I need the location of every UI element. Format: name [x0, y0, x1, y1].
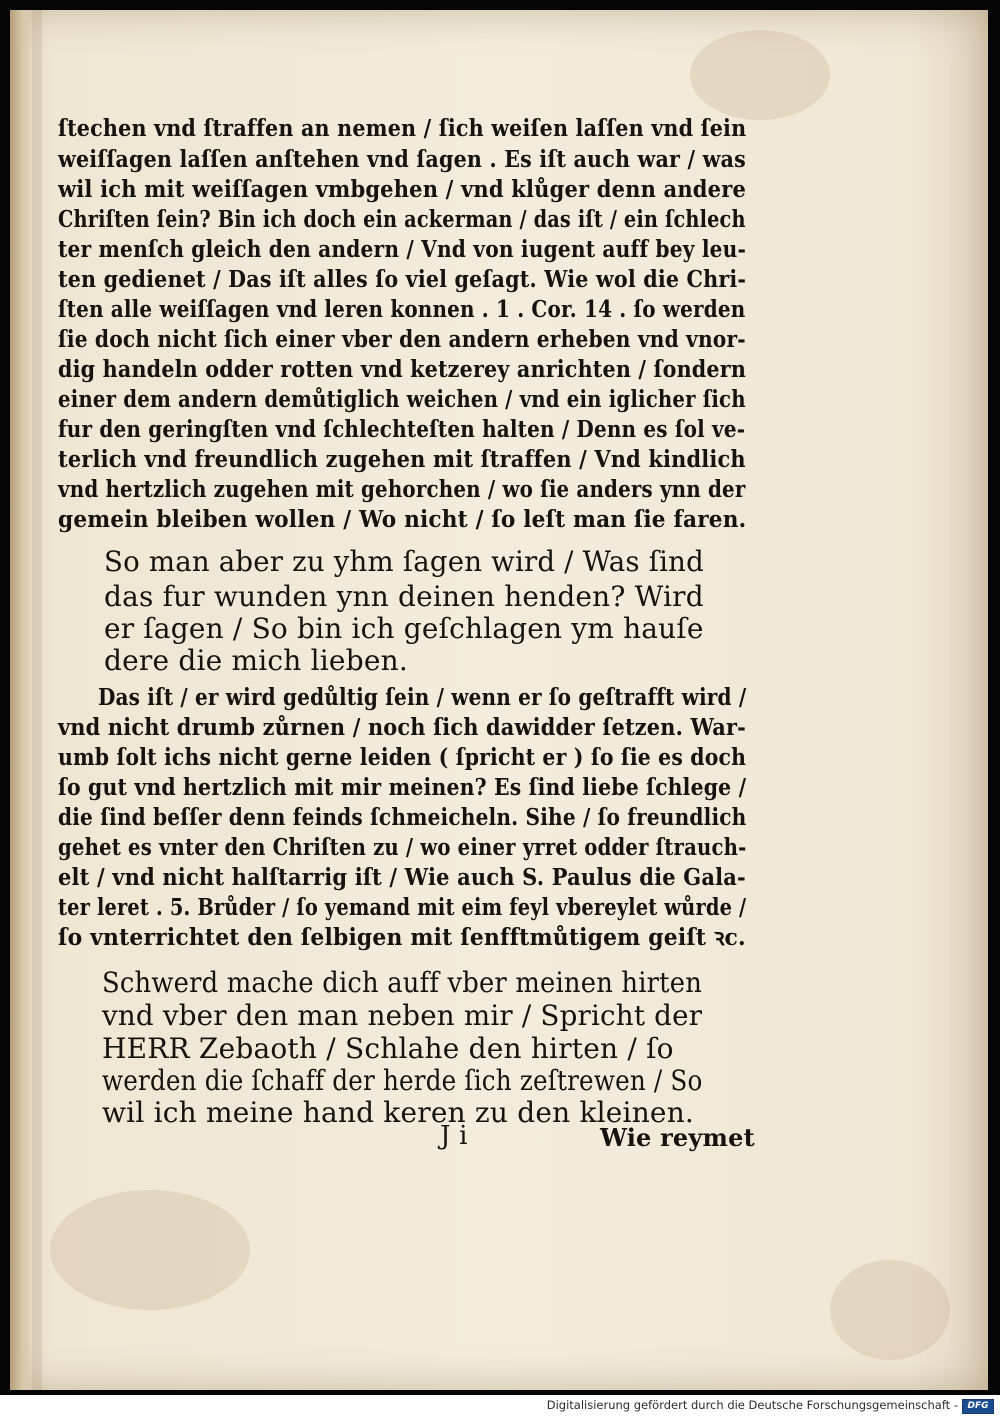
text-line: gehet es vnter den Chriſten zu / wo einer yrret odder ſtrauch-: [58, 833, 747, 861]
text-line: ten gedienet / Das iſt alles ſo viel geſagt. Wie wol die Chri-: [58, 265, 747, 293]
text-line: elt / vnd nicht halſtarrig iſt / Wie auch S. Paulus die Gala-: [58, 863, 746, 891]
dfg-logo: DFG: [962, 1399, 994, 1414]
text-line: umb ſolt ichs nicht gerne leiden ( ſpricht er ) ſo ſie es doch: [58, 743, 747, 771]
signature-mark: J i: [440, 1121, 468, 1151]
text-line: ſie doch nicht ſich einer vber den andern erheben vnd vnor-: [58, 325, 746, 353]
text-line: einer dem andern demůtiglich weichen / vnd ein iglicher ſich: [58, 385, 746, 413]
text-line: dig handeln odder rotten vnd ketzerey anrichten / ſondern: [58, 355, 747, 383]
text-line: ſtechen vnd ſtraffen an nemen / ſich weiſen laſſen vnd ſein: [58, 114, 747, 142]
paper-stain: [830, 1260, 950, 1360]
paper-stain: [690, 30, 830, 120]
text-line: vnd hertzlich zugehen mit gehorchen / wo ſie anders ynn der: [58, 475, 746, 503]
quote-line: wil ich meine hand keren zu den kleinen.: [102, 1096, 695, 1129]
text-line: weiſſagen laſſen anſtehen vnd ſagen . Es iſt auch war / was: [58, 145, 746, 173]
page-binding-edge: [10, 10, 32, 1390]
quote-line: das fur wunden ynn deinen henden? Wird: [104, 580, 704, 613]
book-page: [10, 10, 988, 1390]
quote-line: dere die mich lieben.: [104, 644, 408, 677]
paper-stain: [50, 1190, 250, 1310]
text-line: ter leret . 5. Brůder / ſo yemand mit eim feyl vbereylet wůrde /: [58, 893, 747, 921]
text-line: Das iſt / er wird gedůltig ſein / wenn er ſo geſtrafft wird /: [98, 683, 747, 711]
catchword: Wie reymet: [600, 1123, 755, 1152]
text-line: die ſind beſſer denn feinds ſchmeicheln. Sihe / ſo freundlich: [58, 803, 747, 831]
funding-notice: Digitalisierung gefördert durch die Deutsche Forschungsgemeinschaft -: [546, 1398, 958, 1412]
text-line: gemein bleiben wollen / Wo nicht / ſo leſt man ſie faren.: [58, 505, 747, 533]
text-line: ter menſch gleich den andern / Vnd von iugent auff bey leu-: [58, 235, 747, 263]
gutter-stain: [32, 10, 42, 1390]
text-line: ſo gut vnd hertzlich mit mir meinen? Es ſind liebe ſchlege /: [58, 773, 747, 801]
text-line: vnd nicht drumb zůrnen / noch ſich dawidder ſetzen. War-: [58, 713, 747, 741]
text-line: ſo vnterrichtet den ſelbigen mit ſenfftmůtigem geiſt ꝛc.: [58, 923, 746, 951]
quote-line: werden die ſchaff der herde ſich zeſtrewen / So: [102, 1064, 703, 1097]
quote-line: HERR Zebaoth / Schlahe den hirten / ſo: [102, 1032, 674, 1065]
text-line: fur den geringſten vnd ſchlechteſten halten / Denn es ſol ve-: [58, 415, 746, 443]
text-line: Chriſten ſein? Bin ich doch ein ackerman / das iſt / ein ſchlech: [58, 205, 746, 233]
text-line: ſten alle weiſſagen vnd leren konnen . 1 . Cor. 14 . ſo werden: [58, 295, 746, 323]
quote-line: er ſagen / So bin ich geſchlagen ym hauſe: [104, 612, 704, 645]
quote-line: vnd vber den man neben mir / Spricht der: [102, 999, 703, 1032]
text-line: terlich vnd freundlich zugehen mit ſtraffen / Vnd kindlich: [58, 445, 746, 473]
text-line: wil ich mit weiſſagen vmbgehen / vnd klůger denn andere: [58, 175, 747, 203]
quote-line: Schwerd mache dich auff vber meinen hirten: [102, 966, 703, 999]
quote-line: So man aber zu yhm ſagen wird / Was ſind: [104, 545, 704, 578]
